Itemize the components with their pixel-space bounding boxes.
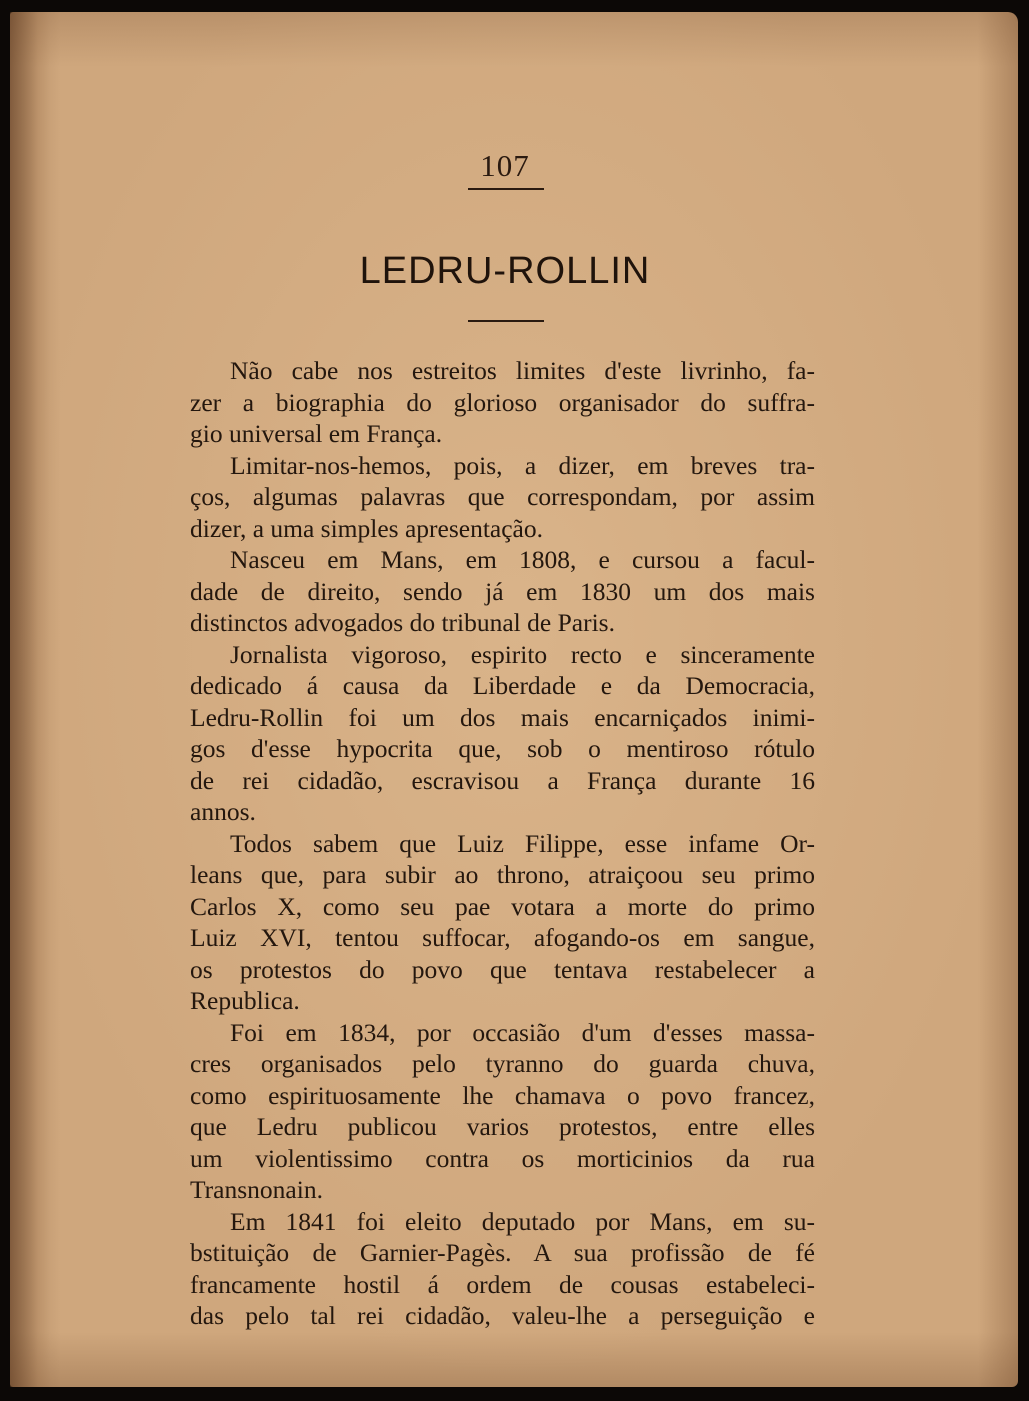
text-line: um violentissimo contra os morticinios da rua xyxy=(190,1143,815,1173)
text-line: zer a biographia do glorioso organisador do suffra- xyxy=(190,387,815,417)
text-line: leans que, para subir ao throno, atraiçoou seu primo xyxy=(190,860,815,889)
text-line: Nasceu em Mans, em 1808, e cursou a facul- xyxy=(230,545,815,574)
text-line: Não cabe nos estreitos limites d'este livrinho, fa- xyxy=(230,356,815,385)
text-line: Jornalista vigoroso, espirito recto e sinceramente xyxy=(230,639,815,669)
text-line: Foi em 1834, por occasião d'um d'esses massa- xyxy=(230,1017,815,1047)
text-line: gos d'esse hypocrita que, sob o mentiroso rótulo xyxy=(190,734,815,763)
page-number-rule xyxy=(468,188,544,190)
page-number: 107 xyxy=(480,148,530,183)
text-line: dedicado á causa da Liberdade e da Democracia, xyxy=(190,671,815,700)
text-line: das pelo tal rei cidadão, valeu-lhe a perseguição e xyxy=(190,1301,815,1330)
text-line: dizer, a uma simples apresentação. xyxy=(190,513,543,543)
text-line: Em 1841 foi eleito deputado por Mans, em su- xyxy=(230,1206,815,1236)
book-spine-shadow xyxy=(10,12,50,1387)
text-line: Todos sabem que Luiz Filippe, esse infame Or- xyxy=(230,828,815,858)
text-line: de rei cidadão, escravisou a França durante 16 xyxy=(190,765,815,795)
text-line: como espirituosamente lhe chamava o povo francez, xyxy=(190,1080,815,1110)
text-line: ços, algumas palavras que correspondam, por assim xyxy=(190,482,815,511)
text-line: Carlos X, como seu pae votara a morte do primo xyxy=(190,891,815,921)
chapter-title: LEDRU-ROLLIN xyxy=(359,250,651,292)
text-line: distinctos advogados do tribunal de Paris. xyxy=(190,608,615,637)
text-line: annos. xyxy=(190,797,256,826)
text-line: que Ledru publicou varios protestos, entre elles xyxy=(190,1112,815,1141)
text-line: Limitar-nos-hemos, pois, a dizer, em breves tra- xyxy=(230,450,815,480)
text-line: Luiz XVI, tentou suffocar, afogando-os em sangue, xyxy=(190,923,815,952)
body-text xyxy=(190,355,815,1332)
title-rule xyxy=(468,320,544,322)
text-line: Transnonain. xyxy=(190,1175,323,1204)
text-line: Ledru-Rollin foi um dos mais encarniçados inimi- xyxy=(190,702,815,732)
text-line: dade de direito, sendo já em 1830 um dos mais xyxy=(190,576,815,606)
text-line: cres organisados pelo tyranno do guarda chuva, xyxy=(190,1049,815,1078)
text-line: bstituição de Garnier-Pagès. A sua profissão de fé xyxy=(190,1238,815,1267)
text-line: francamente hostil á ordem de cousas estabeleci- xyxy=(190,1269,815,1299)
text-line: gio universal em França. xyxy=(190,419,443,448)
text-line: Republica. xyxy=(190,986,300,1015)
text-line: os protestos do povo que tentava restabelecer a xyxy=(190,954,815,984)
